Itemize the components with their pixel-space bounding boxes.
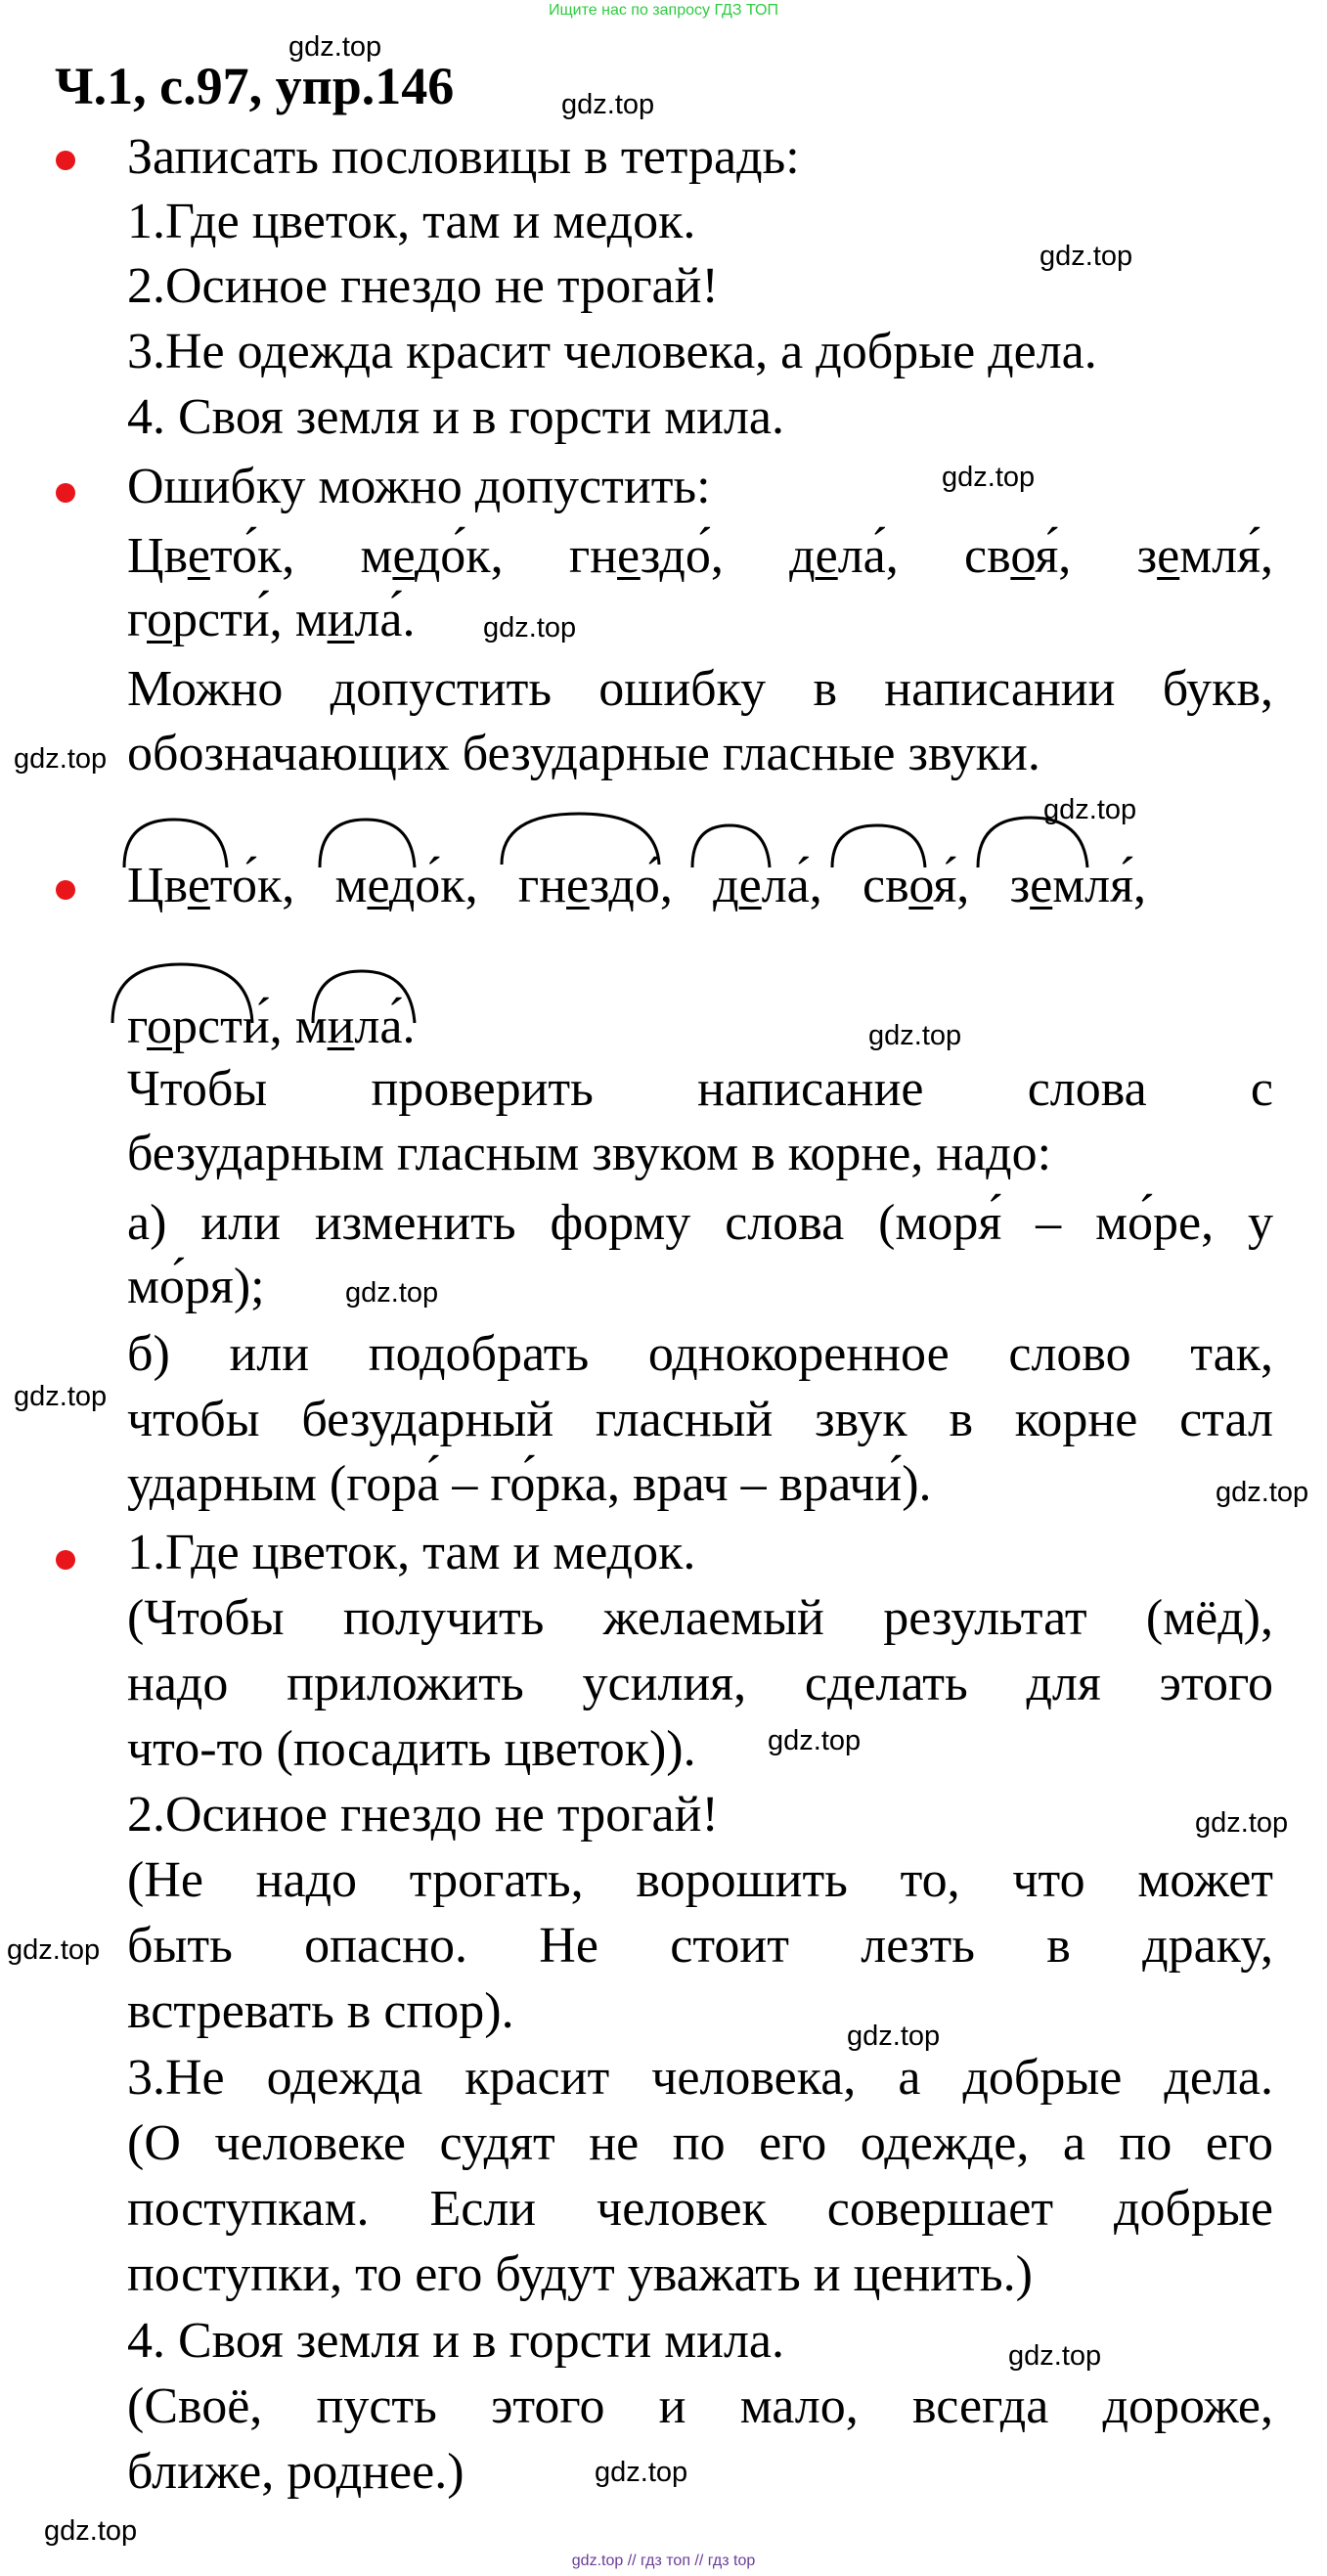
word: своя́, [964, 528, 1072, 584]
word: своя́, [863, 858, 970, 913]
section4-line-5: 2.Осиное гнездо не трогай! [127, 1787, 719, 1843]
section4-line-15: ближе, роднее.) [127, 2444, 464, 2500]
watermark: gdz.top [7, 1934, 101, 1966]
word: земля́, [1009, 858, 1146, 913]
unstressed-vowel: о [1010, 528, 1036, 584]
bottom-links[interactable]: gdz.top // гдз топ // гдз top [571, 2553, 756, 2569]
section4-line-1: 1.Где цветок, там и медок. [127, 1525, 696, 1580]
watermark: gdz.top [1195, 1807, 1289, 1839]
word: мила́. [294, 592, 416, 647]
section4-line-2: (Чтобы получить желаемый результат (мёд), [127, 1590, 1273, 1646]
proverb-2: 2.Осиное гнездо не трогай! [127, 258, 719, 314]
proverb-1: 1.Где цветок, там и медок. [127, 194, 696, 249]
word: медо́к, [334, 858, 478, 913]
section4-line-4: что-то (посадить цветок)). [127, 1721, 696, 1777]
watermark: gdz.top [561, 89, 655, 120]
watermark: gdz.top [1008, 2340, 1102, 2372]
unstressed-vowel: о [908, 858, 934, 913]
section3-rule-5: б) или подобрать однокоренное слово так, [127, 1326, 1273, 1382]
section4-line-13: 4. Своя земля и в горсти мила. [127, 2313, 785, 2369]
section3-rule-4: мо́ря); [127, 1259, 265, 1314]
unstressed-vowel: о [147, 592, 173, 647]
word: гнездо́, [517, 858, 673, 913]
watermark: gdz.top [288, 31, 382, 63]
section4-line-3: надо приложить усилия, сделать для этого [127, 1656, 1273, 1711]
word: земля́, [1136, 528, 1273, 584]
section4-line-14: (Своё, пусть этого и мало, всегда дороже, [127, 2378, 1273, 2434]
proverb-3: 3.Не одежда красит человека, а добрые дела. [127, 324, 1097, 379]
proverb-4: 4. Своя земля и в горсти мила. [127, 389, 785, 445]
watermark: gdz.top [942, 462, 1036, 493]
section3-words-line1 [127, 857, 1146, 915]
unstressed-vowel: о [147, 999, 173, 1054]
watermark: gdz.top [44, 2515, 138, 2547]
section2-explanation-2: обозначающих безударные гласные звуки. [127, 726, 1040, 781]
unstressed-vowel: е [187, 528, 210, 584]
watermark: gdz.top [768, 1725, 862, 1756]
section3-rule-2: безударным гласным звуком в корне, надо: [127, 1126, 1052, 1181]
unstressed-vowel: е [815, 528, 838, 584]
page-title: Ч.1, с.97, упр.146 [55, 57, 455, 115]
watermark: gdz.top [1039, 241, 1133, 272]
watermark: gdz.top [14, 1381, 108, 1412]
word: дела́, [713, 858, 822, 913]
word: медо́к, [360, 528, 504, 584]
bullet-4 [56, 1550, 75, 1570]
section4-line-9: 3.Не одежда красит человека, а добрые дела. [127, 2050, 1273, 2106]
unstressed-vowel: и [327, 999, 355, 1054]
section4-line-6: (Не надо трогать, ворошить то, что может [127, 1852, 1273, 1908]
unstressed-vowel: е [187, 858, 210, 913]
section4-line-7: быть опасно. Не стоит лезть в драку, [127, 1918, 1273, 1974]
watermark: gdz.top [483, 612, 577, 644]
word: горсти́, [127, 999, 283, 1054]
section3-rule-6: чтобы безударный гласный звук в корне стал [127, 1392, 1273, 1447]
section3-rule-1: Чтобы проверить написание слова с [127, 1061, 1273, 1117]
section4-line-12: поступки, то его будут уважать и ценить.) [127, 2246, 1033, 2302]
top-search-link[interactable]: Ищите нас по запросу ГДЗ ТОП [549, 2, 778, 19]
watermark: gdz.top [14, 743, 108, 775]
section3-words-line2 [127, 998, 415, 1056]
unstressed-vowel: е [1030, 858, 1053, 913]
section4-line-11: поступкам. Если человек совершает добрые [127, 2181, 1273, 2237]
section4-line-10: (О человеке судят не по его одежде, а по его [127, 2115, 1273, 2171]
section2-explanation-1: Можно допустить ошибку в написании букв, [127, 661, 1273, 717]
word: горсти́, [127, 592, 283, 647]
word: дела́, [789, 528, 899, 584]
word: Цвето́к, [127, 858, 295, 913]
watermark: gdz.top [345, 1277, 439, 1309]
section3-rule-7: ударным (гора́ – го́рка, врач – врачи́). [127, 1456, 932, 1512]
watermark: gdz.top [868, 1020, 962, 1051]
unstressed-vowel: е [392, 528, 415, 584]
watermark: gdz.top [595, 2457, 688, 2488]
watermark: gdz.top [847, 2021, 941, 2052]
unstressed-vowel: е [1157, 528, 1180, 584]
word: гнездо́, [568, 528, 724, 584]
section3-rule-3: а) или изменить форму слова (моря́ – мо́ре, у [127, 1195, 1273, 1251]
unstressed-vowel: е [738, 858, 762, 913]
unstressed-vowel: е [367, 858, 389, 913]
section2-heading: Ошибку можно допустить: [127, 459, 711, 514]
watermark: gdz.top [1043, 794, 1137, 825]
watermark: gdz.top [1216, 1477, 1309, 1508]
section4-line-8: встревать в спор). [127, 1983, 514, 2039]
word: мила́. [294, 999, 416, 1054]
unstressed-vowel: е [617, 528, 641, 584]
unstressed-vowel: и [327, 592, 355, 647]
word: Цвето́к, [127, 528, 295, 584]
unstressed-vowel: е [566, 858, 590, 913]
section1-heading: Записать пословицы в тетрадь: [127, 129, 800, 185]
